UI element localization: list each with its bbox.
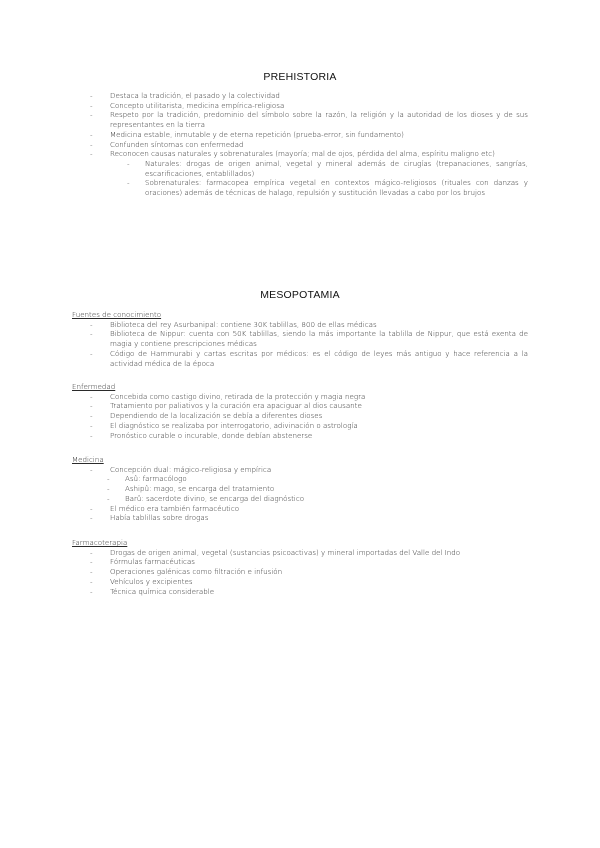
medicina-list	[90, 465, 528, 475]
sub-list-item: - Ashipû: mago, se encarga del tratamiento	[107, 484, 528, 494]
enfermedad-section	[72, 382, 528, 440]
sub-list-item: - Asû: farmacólogo	[107, 474, 528, 484]
list-item: - Concebida como castigo divino, retirada de la protección y magia negra	[90, 392, 528, 402]
sub-list-item: - Sobrenaturales: farmacopea empírica vegetal en contextos mágico-religiosos (rituales con danzas y oraciones) además de técnicas de halago, repulsión y sustitución llevadas a cabo por los brujos	[127, 178, 528, 197]
section-heading: Farmacoterapia	[72, 538, 128, 547]
list-item: - Medicina estable, inmutable y de eterna repetición (prueba-error, sin fundamento)	[90, 130, 528, 140]
list-item: - Dependiendo de la localización se debía a diferentes dioses	[90, 411, 528, 421]
section-heading: Medicina	[72, 455, 104, 464]
list-item: - Técnica química considerable	[90, 587, 528, 597]
fuentes-section	[72, 310, 528, 368]
list-item: - Biblioteca de Nippur: cuenta con 50K tablillas, siendo la más importante la tablilla de Nippur, que está exenta de magia y contiene prescripciones médicas	[90, 329, 528, 348]
list-item: - Concepción dual: mágico-religiosa y empírica	[90, 465, 528, 475]
list-item: - Drogas de origen animal, vegetal (sustancias psicoactivas) y mineral importadas del Valle del Indo	[90, 548, 528, 558]
list-item: - Código de Hammurabi y cartas escritas por médicos: es el código de leyes más antiguo y hace referencia a la actividad médica de la época	[90, 349, 528, 368]
prehistoria-sublist	[127, 159, 528, 198]
list-item: - Reconocen causas naturales y sobrenaturales (mayoría; mal de ojos, pérdida del alma, espíritu maligno etc)	[90, 149, 528, 159]
prehistoria-list	[90, 91, 528, 159]
fuentes-list	[90, 320, 528, 369]
list-item: - Respeto por la tradición, predominio del símbolo sobre la razón, la religión y la autoridad de los dioses y de sus representantes en la tierra	[90, 110, 528, 129]
list-item: - El diagnóstico se realizaba por interrogatorio, adivinación o astrología	[90, 421, 528, 431]
medicina-section	[72, 455, 528, 523]
sub-list-item: - Naturales: drogas de origen animal, vegetal y mineral además de cirugías (trepanaciones, sangrías, escarificaciones, entablillados)	[127, 159, 528, 178]
list-item: - El médico era también farmacéutico	[90, 504, 528, 514]
list-item: - Pronóstico curable o incurable, donde debían abstenerse	[90, 431, 528, 441]
section-heading: Fuentes de conocimiento	[72, 310, 162, 319]
list-item: - Confunden síntomas con enfermedad	[90, 140, 528, 150]
mesopotamia-title: MESOPOTAMIA	[260, 289, 340, 301]
list-item: - Concepto utilitarista, medicina empírica-religiosa	[90, 101, 528, 111]
list-item: - Había tablillas sobre drogas	[90, 513, 528, 523]
list-item: - Destaca la tradición, el pasado y la colectividad	[90, 91, 528, 101]
farmacoterapia-section	[72, 538, 528, 596]
prehistoria-title: PREHISTORIA	[263, 71, 337, 83]
farmacoterapia-list	[90, 548, 528, 597]
medicina-sublist	[107, 474, 528, 503]
list-item: - Biblioteca del rey Asurbanipal: contiene 30K tablillas, 800 de ellas médicas	[90, 320, 528, 330]
list-item: - Tratamiento por paliativos y la curación era apaciguar al dios causante	[90, 401, 528, 411]
list-item: - Vehículos y excipientes	[90, 577, 528, 587]
medicina-list-2	[90, 504, 528, 523]
enfermedad-list	[90, 392, 528, 441]
section-heading: Enfermedad	[72, 382, 116, 391]
prehistoria-section	[90, 91, 528, 198]
list-item: - Operaciones galénicas como filtración e infusión	[90, 567, 528, 577]
sub-list-item: - Barû: sacerdote divino, se encarga del diagnóstico	[107, 494, 528, 504]
list-item: - Fórmulas farmacéuticas	[90, 557, 528, 567]
